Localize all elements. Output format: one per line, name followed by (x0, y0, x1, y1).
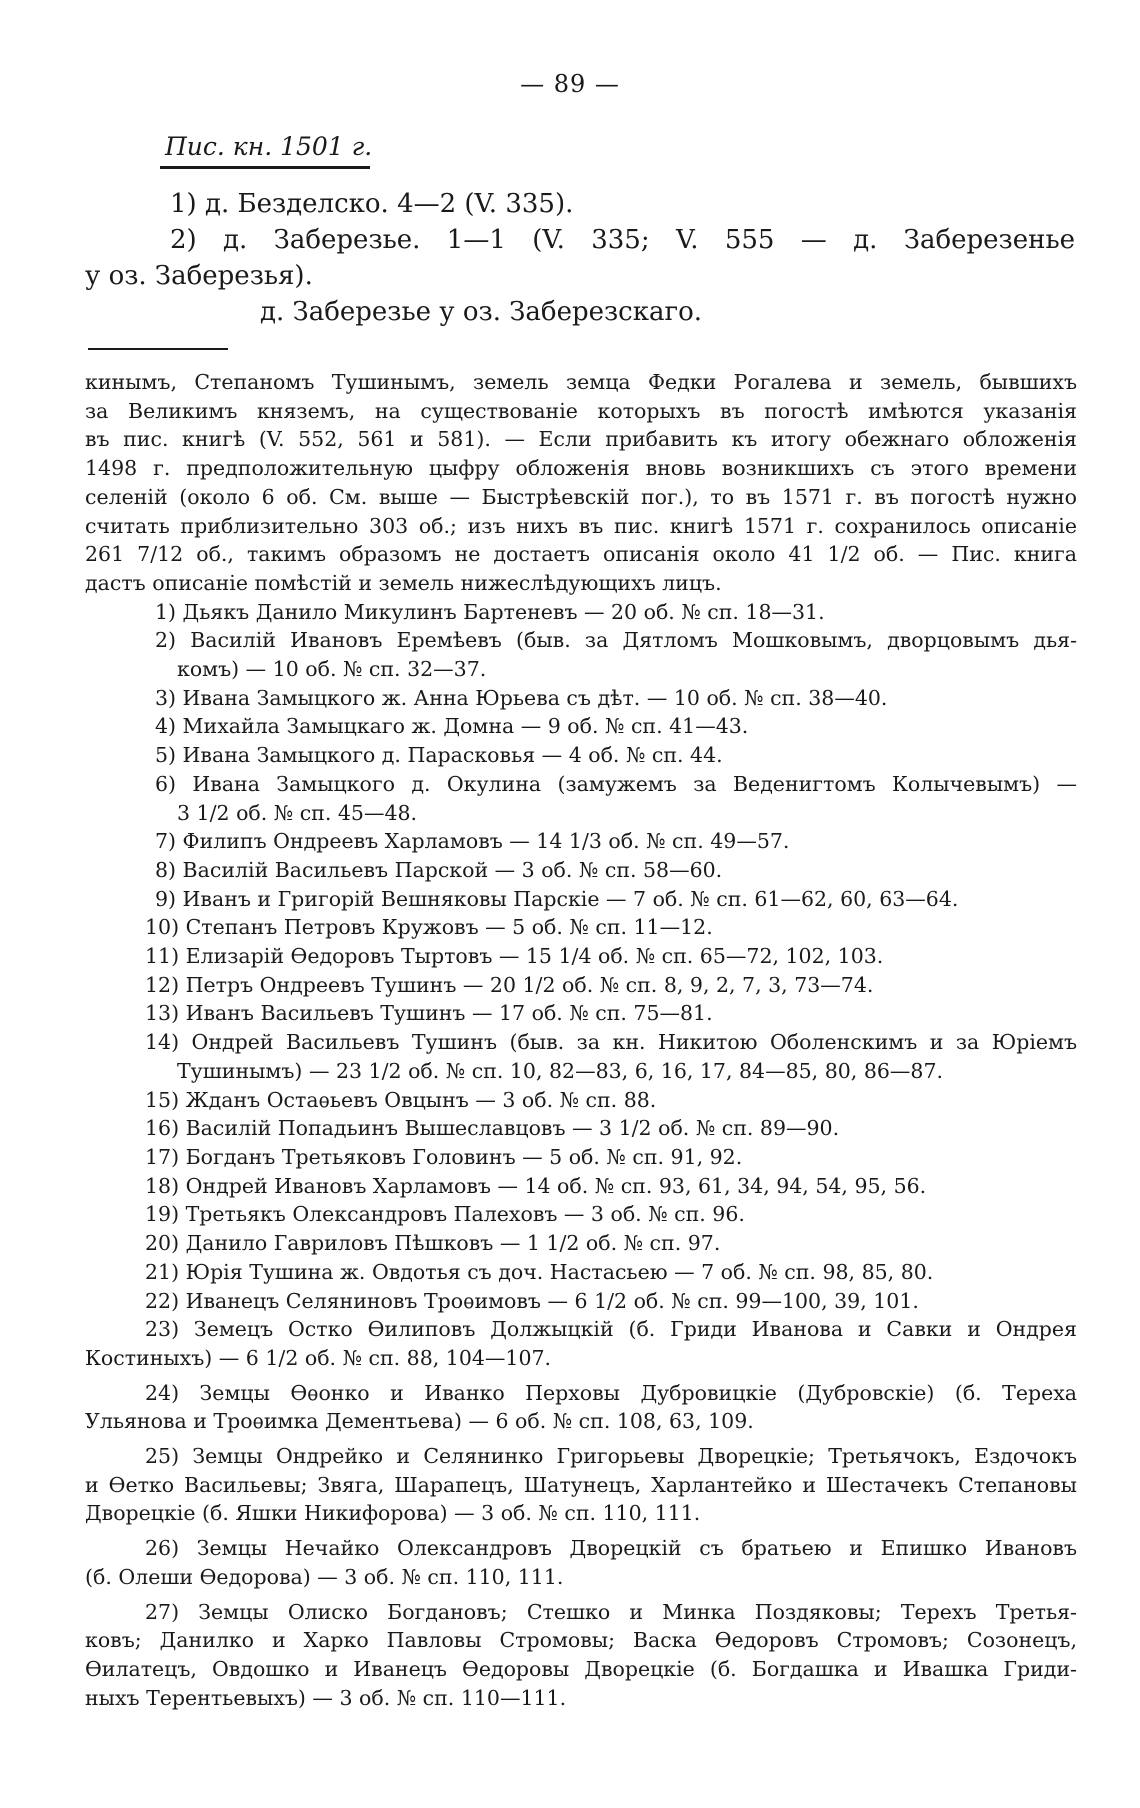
list-item: 1) Дьякъ Данило Микулинъ Бартеневъ — 20 об. № сп. 18—31. (155, 599, 825, 624)
list-item: 8) Василій Васильевъ Парской — 3 об. № сп. 58—60. (155, 857, 723, 882)
body-line: за Великимъ княземъ, на существованіе которыхъ въ погостѣ имѣются указанія (85, 398, 1077, 423)
list-item-continuation: Костиныхъ) — 6 1/2 об. № сп. 88, 104—107. (85, 1345, 552, 1370)
list-item: 5) Ивана Замыцкого д. Парасковья — 4 об. № сп. 44. (155, 743, 723, 768)
body-line: дастъ описаніе помѣстій и земель нижеслѣдующихъ лицъ. (85, 570, 722, 595)
list-item: 19) Третьякъ Олександровъ Палеховъ — 3 об. № сп. 96. (145, 1202, 745, 1227)
list-item: 4) Михайла Замыцкаго ж. Домна — 9 об. № сп. 41—43. (155, 714, 749, 739)
list-item: 23) Земецъ Остко Ѳилиповъ Должыцкій (б. Гриди Иванова и Савки и Ондрея (145, 1317, 1077, 1342)
page-number: — 89 — (520, 70, 620, 98)
upper-entry-line: д. Заберезье у оз. Заберезскаго. (260, 297, 703, 327)
list-item: 15) Жданъ Остаѳьевъ Овцынъ — 3 об. № сп. 88. (145, 1087, 657, 1112)
body-line: 261 7/12 об., такимъ образомъ не достаетъ описанія около 41 1/2 об. — Пис. книга (85, 542, 1077, 567)
list-item-continuation: Тушинымъ) — 23 1/2 об. № сп. 10, 82—83, 6, 16, 17, 84—85, 80, 86—87. (177, 1058, 944, 1083)
list-item: 26) Земцы Нечайко Олександровъ Дворецкій съ братьею и Епишко Ивановъ (145, 1536, 1077, 1561)
list-item: 22) Иванецъ Селяниновъ Троѳимовъ — 6 1/2 об. № сп. 99—100, 39, 101. (145, 1288, 919, 1313)
list-item: 20) Данило Гавриловъ Пѣшковъ — 1 1/2 об. № сп. 97. (145, 1231, 721, 1256)
body-line: 1498 г. предположительную цыфру обложенія вновь возникшихъ съ этого времени (85, 456, 1077, 481)
list-item-continuation: 3 1/2 об. № сп. 45—48. (177, 800, 418, 825)
list-item-continuation: ныхъ Терентьевыхъ) — 3 об. № сп. 110—111. (85, 1685, 567, 1710)
list-item: 27) Земцы Олиско Богдановъ; Стешко и Минка Поздяковы; Терехъ Третья- (145, 1599, 1077, 1624)
list-item: 9) Иванъ и Григорій Вешняковы Парскіе — 7 об. № сп. 61—62, 60, 63—64. (155, 886, 959, 911)
list-item: 24) Земцы Ѳѳонко и Иванко Перховы Дубровицкіе (Дубровскіе) (б. Тереха (145, 1380, 1077, 1405)
body-text (85, 368, 1077, 1712)
list-item-continuation: комъ) — 10 об. № сп. 32—37. (177, 657, 487, 682)
list-item-continuation: и Ѳетко Васильевы; Звяга, Шарапецъ, Шатунецъ, Харлантейко и Шестачекъ Степановы (85, 1472, 1077, 1497)
source-heading: Пис. кн. 1501 г. (165, 132, 373, 161)
heading-underline (160, 166, 370, 169)
list-item-continuation: Дворецкіе (б. Яшки Никифорова) — 3 об. № сп. 110, 111. (85, 1501, 701, 1526)
list-item: 14) Ондрей Васильевъ Тушинъ (быв. за кн. Никитою Оболенскимъ и за Юріемъ (145, 1030, 1077, 1055)
body-line: селеній (около 6 об. См. выше — Быстрѣевскій пог.), то въ 1571 г. въ погостѣ нужно (85, 484, 1077, 509)
list-item: 16) Василій Попадьинъ Вышеславцовъ — 3 1/2 об. № сп. 89—90. (145, 1116, 840, 1141)
list-item: 13) Иванъ Васильевъ Тушинъ — 17 об. № сп. 75—81. (145, 1001, 713, 1026)
upper-entry-line: 1) д. Безделско. 4—2 (V. 335). (170, 189, 574, 219)
list-item: 3) Ивана Замыцкого ж. Анна Юрьева съ дѣт. — 10 об. № сп. 38—40. (155, 685, 888, 710)
body-line: считать приблизительно 303 об.; изъ нихъ въ пис. книгѣ 1571 г. сохранилось описаніе (85, 513, 1077, 538)
body-line: кинымъ, Степаномъ Тушинымъ, земель земца Федки Рогалева и земель, бывшихъ (85, 370, 1077, 394)
list-item: 25) Земцы Ондрейко и Селянинко Григорьевы Дворецкіе; Третьячокъ, Ездочокъ (145, 1444, 1077, 1469)
list-item: 12) Петръ Ондреевъ Тушинъ — 20 1/2 об. № сп. 8, 9, 2, 7, 3, 73—74. (145, 972, 874, 997)
list-item: 21) Юрія Тушина ж. Овдотья съ доч. Настасьею — 7 об. № сп. 98, 85, 80. (145, 1259, 934, 1284)
list-item: 11) Елизарій Ѳедоровъ Тыртовъ — 15 1/4 об. № сп. 65—72, 102, 103. (145, 944, 884, 969)
list-item: 10) Степанъ Петровъ Кружовъ — 5 об. № сп. 11—12. (145, 915, 713, 940)
list-item: 7) Филипъ Ондреевъ Харламовъ — 14 1/3 об. № сп. 49—57. (155, 829, 790, 854)
list-item: 18) Ондрей Ивановъ Харламовъ — 14 об. № сп. 93, 61, 34, 94, 54, 95, 56. (145, 1173, 927, 1198)
list-item: 2) Василій Ивановъ Еремѣевъ (быв. за Дятломъ Мошковымъ, дворцовымъ дья- (155, 628, 1077, 653)
footnote-divider (88, 348, 228, 350)
body-line: въ пис. книгѣ (V. 552, 561 и 581). — Если прибавить къ итогу обежнаго обложенія (85, 427, 1077, 452)
upper-entry-line: 2) д. Заберезье. 1—1 (V. 335; V. 555 — д. Заберезенье (170, 225, 1075, 255)
upper-entry-line: у оз. Заберезья). (85, 261, 313, 291)
list-item-continuation: (б. Олеши Ѳедорова) — 3 об. № сп. 110, 111. (85, 1564, 564, 1589)
upper-entries (85, 186, 1075, 330)
list-item: 6) Ивана Замыцкого д. Окулина (замужемъ за Веденигтомъ Колычевымъ) — (155, 771, 1077, 796)
list-item-continuation: Ульянова и Троѳимка Дементьева) — 6 об. № сп. 108, 63, 109. (85, 1409, 754, 1434)
list-item-continuation: Ѳилатецъ, Овдошко и Иванецъ Ѳедоровы Дворецкіе (б. Богдашка и Ивашка Гриди- (85, 1656, 1077, 1681)
list-item-continuation: ковъ; Данилко и Харко Павловы Стромовы; Васка Ѳедоровъ Стромовъ; Созонецъ, (85, 1628, 1077, 1653)
list-item: 17) Богданъ Третьяковъ Головинъ — 5 об. № сп. 91, 92. (145, 1144, 743, 1169)
